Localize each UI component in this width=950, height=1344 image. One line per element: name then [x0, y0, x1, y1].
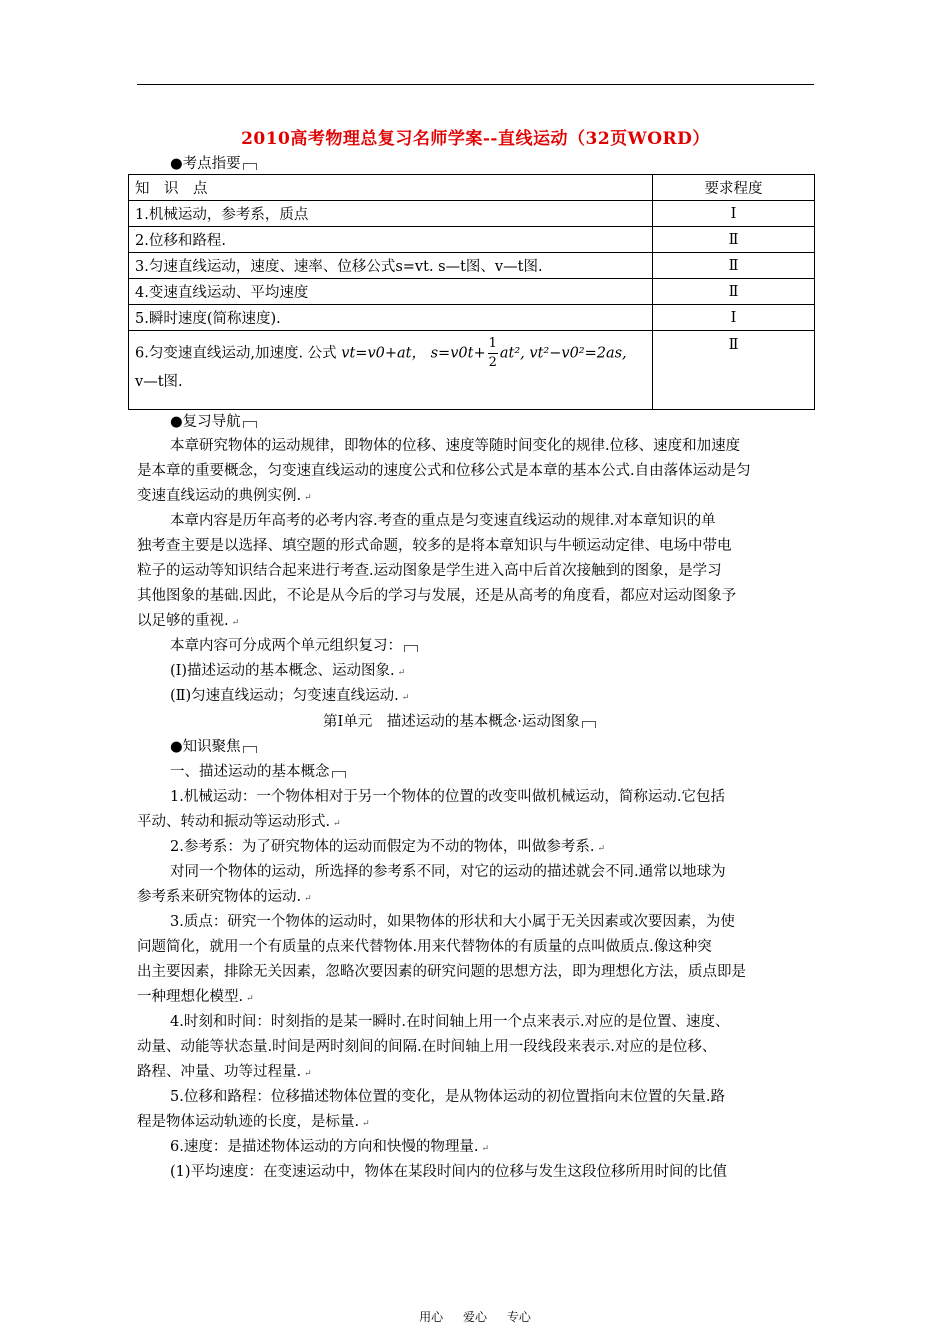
paragraph-line: 动量、动能等状态量.时间是两时刻间的间隔.在时间轴上用一段线段来表示.对应的是位移、: [137, 1039, 717, 1055]
row-point: 1.机械运动，参考系，质点: [129, 201, 653, 227]
fraction-one-half: $\frac{1}{2}$: [488, 336, 497, 370]
formula-velocity: vt=v0+at，: [341, 345, 426, 362]
formula-velocity-squared: vt²−v0²=2as,: [529, 345, 627, 362]
header-level: 要求程度: [653, 175, 815, 201]
header-rule: [137, 84, 814, 85]
fuxi-heading: ●复习导航: [170, 410, 257, 431]
paragraph-line: 路程、冲量、功等过程量. ↵: [137, 1064, 312, 1080]
requirements-table: [128, 174, 815, 410]
footer-word: 用心: [419, 1310, 444, 1324]
row-point-formulas: 6.匀变速直线运动,加速度. 公式 vt=v0+at， s=v0t+ $\frac{1}{2}$ at², vt²−v0²=2as, v—t图.: [129, 331, 653, 410]
paragraph-line: 5.位移和路程：位移描述物体位置的变化，是从物体运动的初位置指向末位置的矢量.路: [170, 1089, 725, 1105]
row-level: Ⅱ: [653, 279, 815, 305]
paragraph-line: 出主要因素，排除无关因素，忽略次要因素的研究问题的思想方法，即为理想化方法，质点即是: [137, 964, 746, 980]
paragraph-line: 1.机械运动：一个物体相对于另一个物体的位置的改变叫做机械运动，简称运动.它包括: [170, 789, 725, 805]
kaodian-heading: ●考点指要: [170, 152, 257, 173]
paragraph-line: 一种理想化模型. ↵: [137, 989, 254, 1005]
paragraph-line: 问题简化，就用一个有质量的点来代替物体.用来代替物体的有质量的点叫做质点.像这种突: [137, 939, 712, 955]
table-row: [129, 305, 815, 331]
paragraph-line: 3.质点：研究一个物体的运动时，如果物体的形状和大小属于无关因素或次要因素，为使: [170, 914, 735, 930]
document-title: 2010高考物理总复习名师学案--直线运动（32页WORD）: [241, 129, 710, 149]
table-row: [129, 253, 815, 279]
concepts-heading: 一、描述运动的基本概念: [170, 760, 346, 781]
paragraph-line: 粒子的运动等知识结合起来进行考查.运动图象是学生进入高中后首次接触到的图象，是学习: [137, 563, 722, 579]
table-row: [129, 201, 815, 227]
paragraph-line: 变速直线运动的典例实例. ↵: [137, 488, 312, 504]
row-point: 4.变速直线运动、平均速度: [129, 279, 653, 305]
paragraph-line: 平动、转动和振动等运动形式. ↵: [137, 814, 341, 830]
unit-item: (Ⅱ)匀速直线运动；匀变速直线运动. ↵: [170, 688, 410, 704]
paragraph-line: 独考查主要是以选择、填空题的形式命题，较多的是将本章知识与牛顿运动定律、电场中带电: [137, 538, 732, 554]
table-row: [129, 227, 815, 253]
paragraph-line: (1)平均速度：在变速运动中，物体在某段时间内的位移与发生这段位移所用时间的比值: [170, 1164, 728, 1180]
paragraph-line: 本章内容可分成两个单元组织复习：: [170, 634, 418, 655]
row-point: 5.瞬时速度(简称速度).: [129, 305, 653, 331]
paragraph-line: 其他图象的基础.因此，不论是从今后的学习与发展，还是从高考的角度看，都应对运动图象予: [137, 588, 737, 604]
paragraph-line: 以足够的重视. ↵: [137, 613, 240, 629]
row-point: 2.位移和路程.: [129, 227, 653, 253]
row-level: Ⅰ: [653, 201, 815, 227]
row-level: Ⅱ: [653, 253, 815, 279]
formula-displacement: s=v0t+: [430, 345, 486, 362]
paragraph-line: 本章研究物体的运动规律，即物体的位移、速度等随时间变化的规律.位移、速度和加速度: [170, 438, 741, 454]
paragraph-line: 2.参考系：为了研究物体的运动而假定为不动的物体，叫做参考系. ↵: [170, 839, 605, 855]
footer-word: 专心: [506, 1310, 531, 1324]
zhishi-heading: ●知识聚焦: [170, 735, 257, 756]
row-level: Ⅱ: [653, 331, 815, 410]
table-header-row: [129, 175, 815, 201]
paragraph-line: 4.时刻和时间：时刻指的是某一瞬时.在时间轴上用一个点来表示.对应的是位置、速度、: [170, 1014, 730, 1030]
unit-item: (Ⅰ)描述运动的基本概念、运动图象. ↵: [170, 663, 406, 679]
row-level: Ⅱ: [653, 227, 815, 253]
paragraph-line: 参考系来研究物体的运动. ↵: [137, 889, 312, 905]
table-row: [129, 331, 815, 410]
paragraph-line: 对同一个物体的运动，所选择的参考系不同，对它的运动的描述就会不同.通常以地球为: [170, 864, 726, 880]
header-point: 知 识 点: [129, 175, 653, 201]
paragraph-line: 程是物体运动轨迹的长度，是标量. ↵: [137, 1114, 370, 1130]
section-title: 第Ⅰ单元 描述运动的基本概念·运动图象: [323, 710, 596, 731]
paragraph-line: 本章内容是历年高考的必考内容.考查的重点是匀变速直线运动的规律.对本章知识的单: [170, 513, 716, 529]
footer-word: 爱心: [462, 1310, 487, 1324]
row-level: Ⅰ: [653, 305, 815, 331]
page-footer: [0, 1308, 950, 1325]
table-row: [129, 279, 815, 305]
row-point: 3.匀速直线运动，速度、速率、位移公式s=vt. s—t图、v—t图.: [129, 253, 653, 279]
paragraph-line: 6.速度：是描述物体运动的方向和快慢的物理量. ↵: [170, 1139, 489, 1155]
paragraph-line: 是本章的重要概念，匀变速直线运动的速度公式和位移公式是本章的基本公式.自由落体运动是匀: [137, 463, 751, 479]
